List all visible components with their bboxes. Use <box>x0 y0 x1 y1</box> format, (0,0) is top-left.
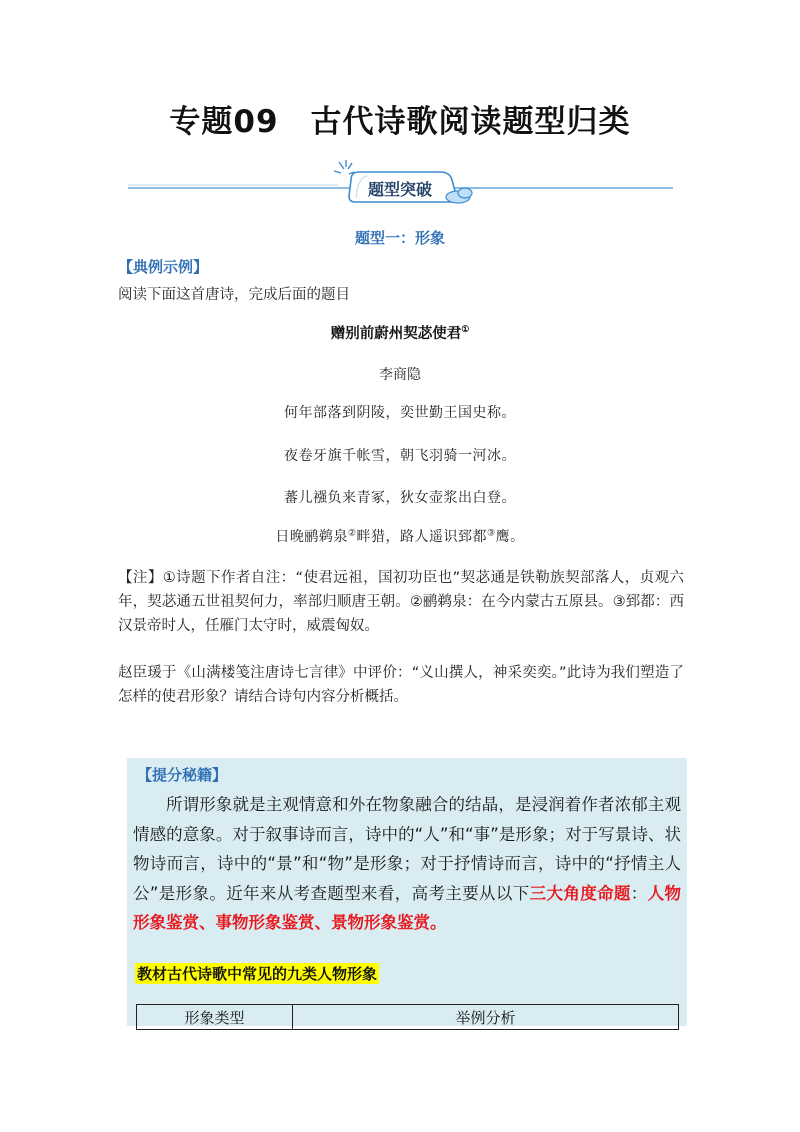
question-text: 赵臣瑗于《山满楼笺注唐诗七言律》中评价：“义山撰人，神采奕奕。”此诗为我们塑造了怎样的使君形象？请结合诗句内容分析概括。 <box>118 665 684 705</box>
banner-text: 题型突破 <box>367 180 433 199</box>
poem-line-text: 畔猎，路人遥识郅都 <box>356 529 487 545</box>
table-header-cell: 形象类型 <box>137 1005 293 1030</box>
poem-author: 李商隐 <box>379 367 421 383</box>
poem-line <box>0 526 800 546</box>
poem-line <box>0 487 800 507</box>
footnote-mark: ① <box>461 325 470 336</box>
table-header-cell: 举例分析 <box>293 1005 679 1030</box>
section-banner <box>128 158 673 212</box>
emphasis-text: 人物形象鉴赏、事物形象鉴赏、景物形象鉴赏。 <box>133 883 682 932</box>
page-title: 专题09 古代诗歌阅读题型归类 <box>169 104 631 140</box>
intro-text: 阅读下面这首唐诗，完成后面的题目 <box>118 287 350 303</box>
poem-line-text: 蕃儿襁负来青冢，狄女壶浆出白登。 <box>284 490 516 506</box>
poem-line <box>0 445 800 465</box>
types-table <box>136 1004 679 1030</box>
table-header-row <box>137 1005 679 1030</box>
tip-label: 【提分秘籍】 <box>137 766 228 784</box>
tip-box <box>127 758 687 1026</box>
poem-title <box>0 322 800 343</box>
section-subtitle: 题型一：形象 <box>354 229 445 247</box>
sparkle-icon <box>334 160 354 174</box>
tip-body-text: 所谓形象就是主观情意和外在物象融合的结晶，是浸润着作者浓郁主观情感的意象。对于叙事诗而言，诗中的“人”和“事”是形象；对于写景诗、状物诗而言，诗中的“景”和“物”是形象；对于抒情诗而言，诗中的“抒情主人公”是形象。近年来从考查题型来看，高考主要从以下 <box>133 795 681 903</box>
tip-body-text: ： <box>630 883 648 903</box>
tip-body <box>133 790 681 938</box>
poem-title-text: 赠别前蔚州契苾使君 <box>330 325 462 342</box>
poem-line-text: 何年部落到阴陵，奕世勤王国史称。 <box>284 405 516 421</box>
highlighted-heading: 教材古代诗歌中常见的九类人物形象 <box>137 965 378 983</box>
poem-line <box>0 402 800 422</box>
poem-line-text: 日晚鹂鹈泉 <box>275 529 348 545</box>
footnote-mark: ② <box>347 528 357 539</box>
emphasis-text: 三大角度命题 <box>529 883 631 903</box>
poem-line-text: 鹰。 <box>495 529 525 545</box>
footnote-text: 【注】①诗题下作者自注：“使君远祖，国初功臣也”契苾通是铁勒族契部落人，贞观六年，契苾通五世祖契何力，率部归顺唐王朝。②鹂鹈泉：在今内蒙古五原县。③郅都：西汉景帝时人，任雁门太守时，威震匈奴。 <box>118 570 684 634</box>
section-label: 【典例示例】 <box>118 258 209 276</box>
footnote-mark: ③ <box>487 528 496 539</box>
poem-line-text: 夜卷牙旗千帐雪，朝飞羽骑一河冰。 <box>284 448 516 464</box>
